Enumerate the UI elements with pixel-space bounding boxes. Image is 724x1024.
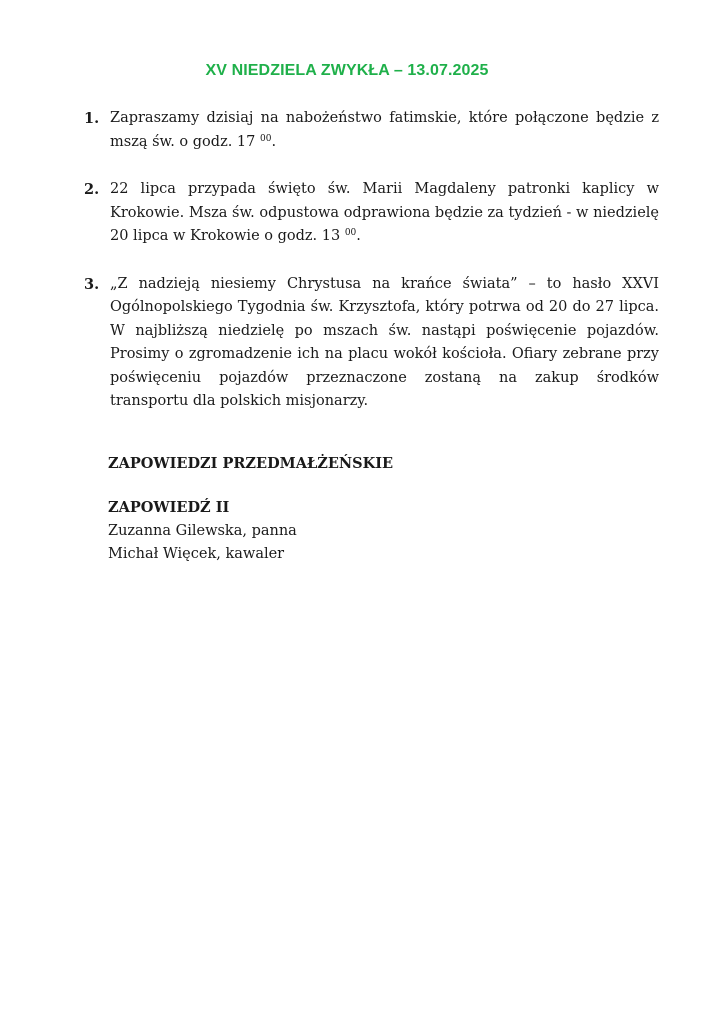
list-item-text [110, 276, 659, 410]
list-item [84, 107, 659, 154]
time-superscript: 00 [260, 133, 272, 144]
announcement-text: 22 lipca przypada święto św. Marii Magdaleny patronki kaplicy w Krokowie. Msza św. odpustowa odprawiona będzie za tydzień - w niedzielę 20 lipca w Krokowie o godz. 13 [110, 181, 659, 244]
list-item [84, 178, 659, 249]
bann-block [108, 496, 648, 567]
announcement-tail: . [356, 228, 361, 244]
list-item [84, 273, 659, 414]
announcement-text: „Z nadzieją niesiemy Chrystusa na krańce świata” – to hasło XXVI Ogólnopolskiego Tygodnia św. Krzysztofa, który potrwa od 20 do 27 lipca. W najbliższą niedzielę po mszach św. nastąpi poświęcenie pojazdów. Prosimy o zgromadzenie ich na placu wokół kościoła. Ofiary zebrane przy poświęceniu pojazdów przeznaczone zostaną na zakup środków transportu dla polskich misjonarzy. [110, 275, 659, 409]
announcement-tail: . [271, 133, 277, 150]
list-item-number: 2. [84, 181, 100, 198]
banns-heading: ZAPOWIEDZI PRZEDMAŁŻEŃSKIE [108, 455, 394, 472]
announcement-text: Zapraszamy dzisiaj na nabożeństwo fatimskie, które połączone będzie z mszą św. o godz. 17 [110, 110, 659, 150]
time-superscript: 00 [344, 228, 357, 238]
document-title: XV NIEDZIELA ZWYKŁA – 13.07.2025 [205, 62, 489, 79]
list-item-number: 3. [84, 275, 100, 293]
bann-label: ZAPOWIEDŹ II [108, 499, 230, 516]
announcements-list [84, 107, 659, 438]
bann-person-bride: Zuzanna Gilewska, panna [108, 522, 297, 539]
list-item-number: 1. [84, 110, 100, 127]
bann-person-groom: Michał Więcek, kawaler [108, 546, 285, 562]
list-item-text [110, 110, 659, 150]
list-item-text [110, 181, 659, 244]
